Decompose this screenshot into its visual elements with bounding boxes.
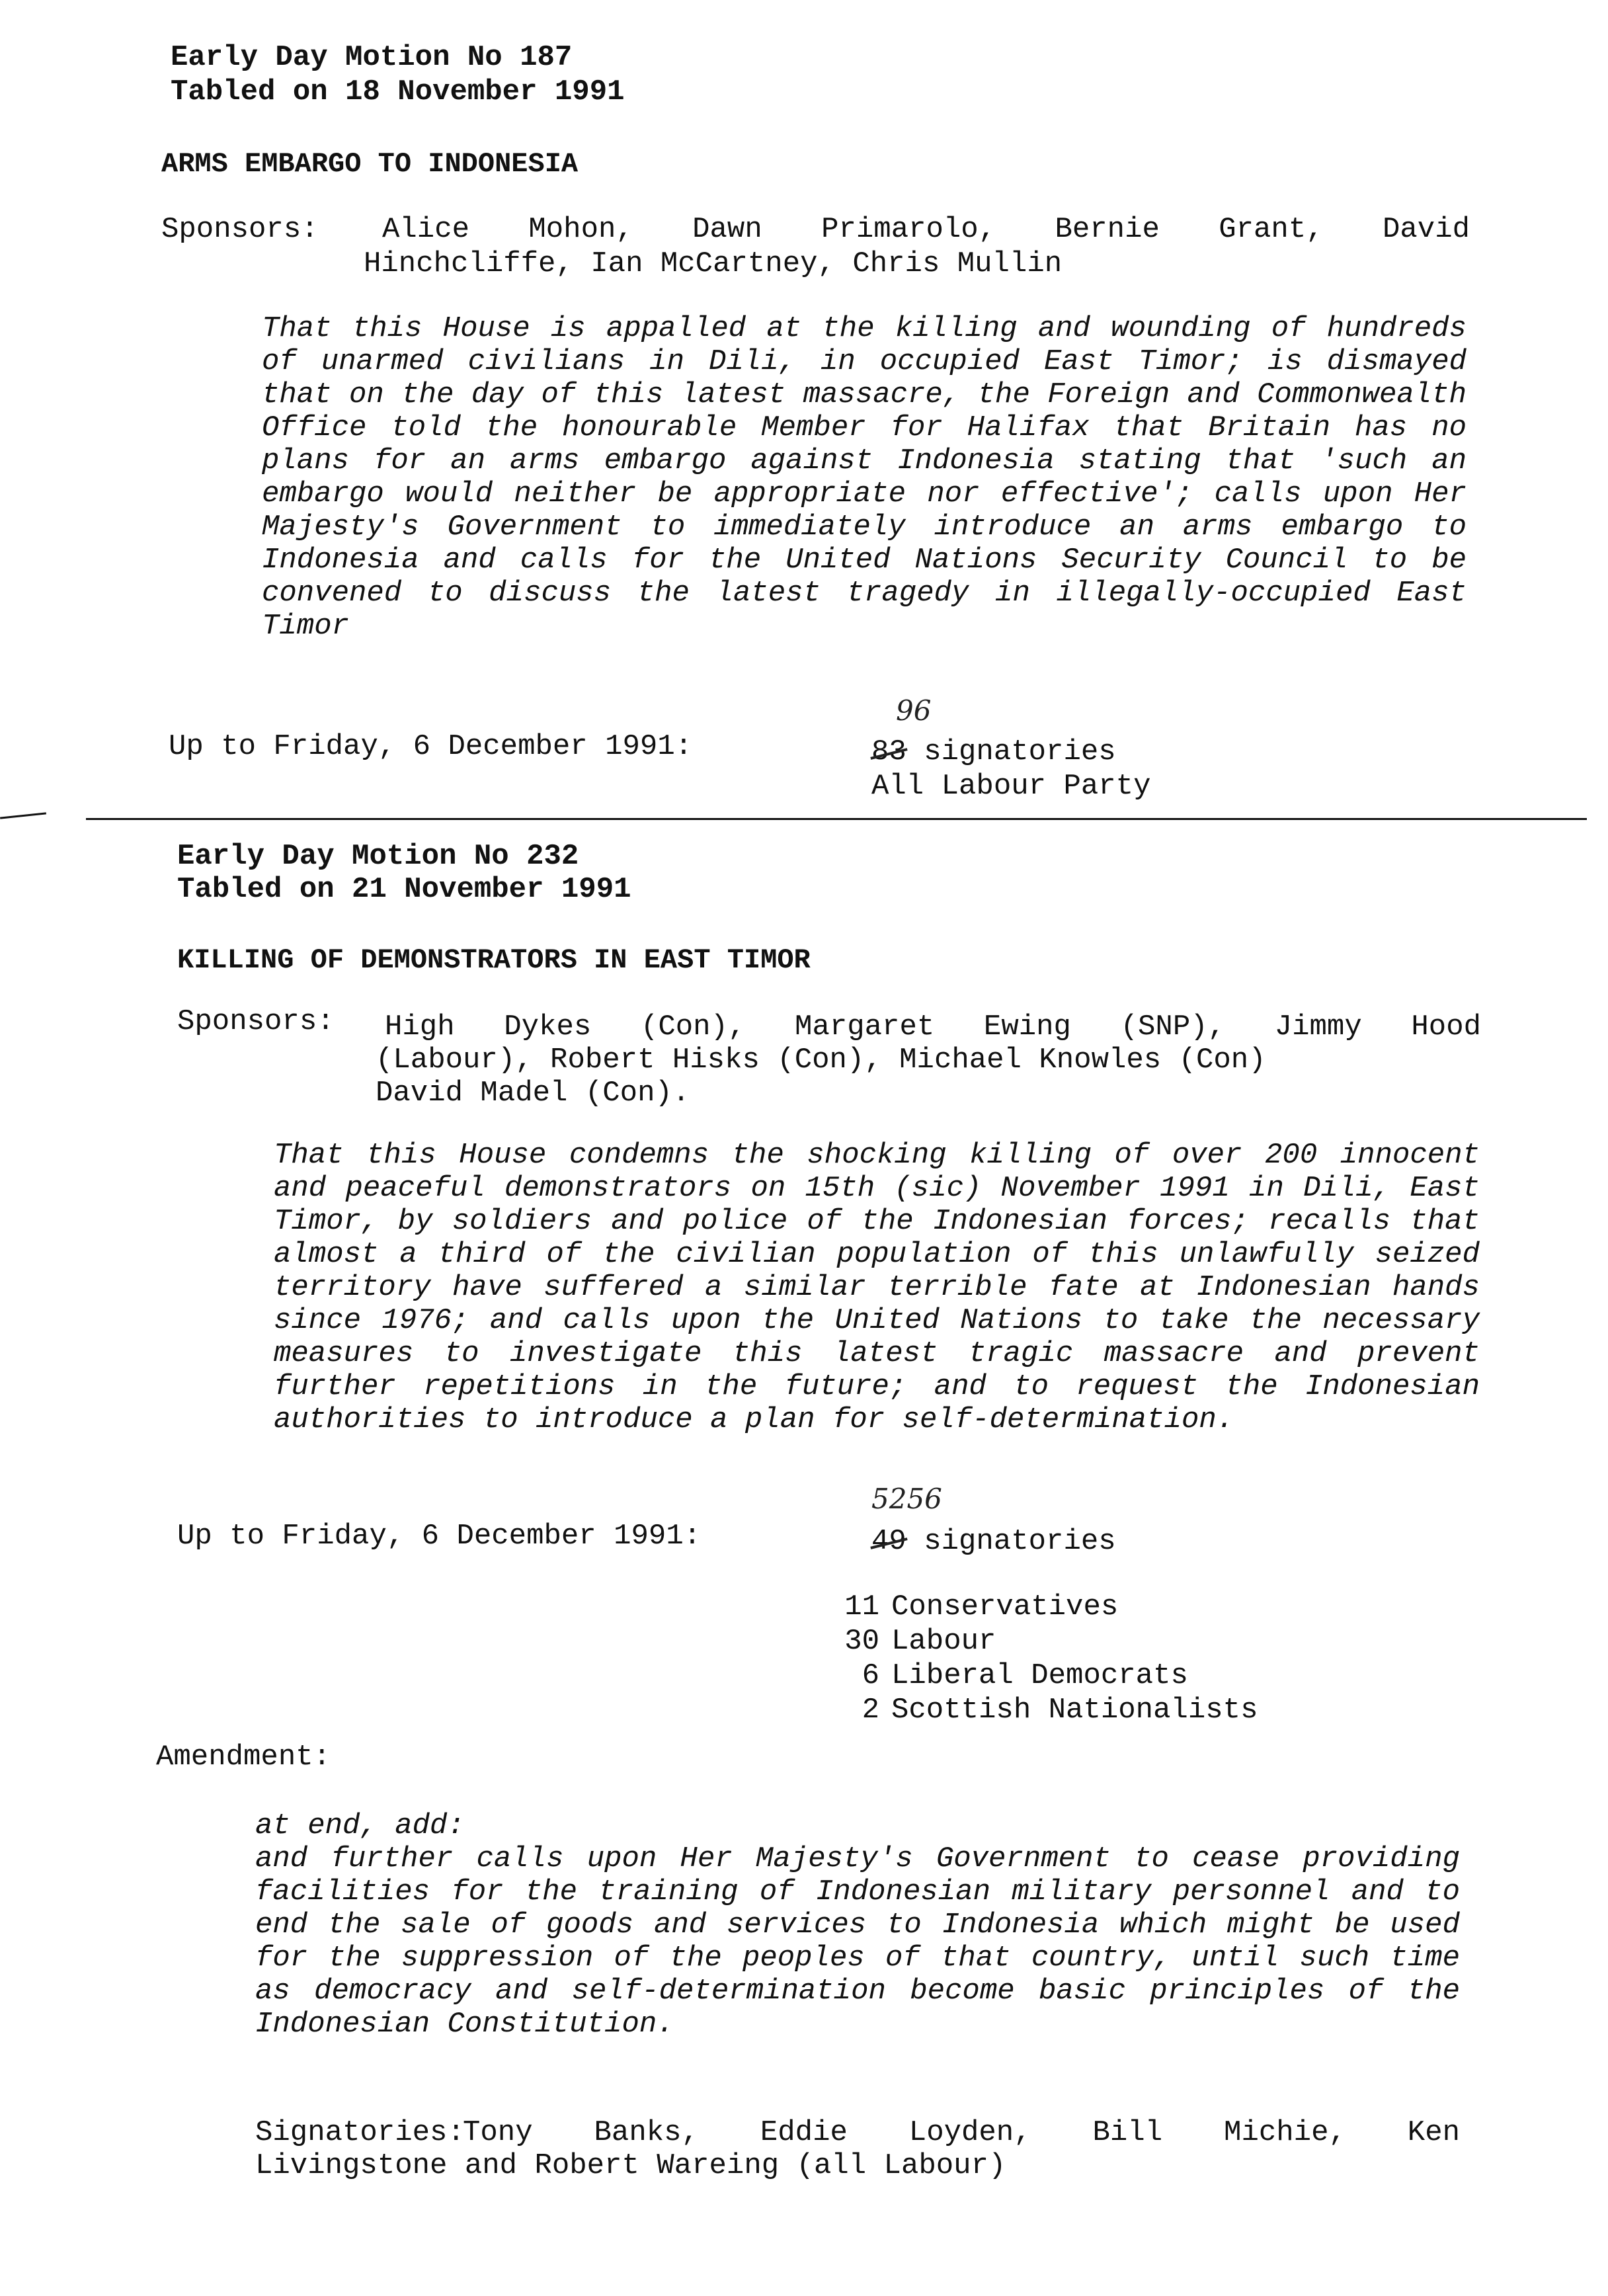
edm2-title: KILLING OF DEMONSTRATORS IN EAST TIMOR	[177, 944, 811, 976]
edm2-typed-count: 49	[871, 1525, 906, 1558]
edm1-motion-text: That this House is appalled at the killing and wounding of hundreds of unarmed civilians in Dili, in occupied East Timor; is dismayed that on the day of this latest massacre, the Foreign and Commonwealth Office told the honourable Member for Halifax that Britain has no plans for an arms embargo against Indonesia stating that 'such an embargo would neither be appropriate nor effective'; calls upon Her Majesty's Government to immediately introduce an arms embargo to Indonesia and calls for the United Nations Security Council to be convened to discuss the latest tragedy in illegally-occupied East Timor	[262, 312, 1467, 643]
edm1-title: ARMS EMBARGO TO INDONESIA	[161, 148, 579, 180]
edm2-number: Early Day Motion No 232	[177, 840, 579, 873]
edm2-sponsors-line2: (Labour), Robert Hisks (Con), Michael Knowles (Con)	[376, 1044, 1266, 1077]
amendment-intro: at end, add:	[255, 1809, 465, 1842]
edm1-number: Early Day Motion No 187	[171, 41, 573, 74]
edm2-signatories	[871, 1525, 1116, 1558]
edm1-tabled-date: Tabled on 18 November 1991	[171, 75, 625, 108]
breakdown-count: 11	[844, 1590, 879, 1623]
breakdown-party: Scottish Nationalists	[891, 1694, 1258, 1727]
edm1-date-label: Up to Friday, 6 December 1991:	[169, 730, 693, 763]
edm1-sponsors-line1: Alice Mohon, Dawn Primarolo, Bernie Grant, David	[382, 213, 1470, 246]
edm1-typed-count: 83	[871, 735, 906, 768]
breakdown-party: Liberal Democrats	[891, 1659, 1188, 1692]
edm1-signatories	[871, 735, 1116, 768]
margin-mark	[0, 812, 46, 819]
amendment-label: Amendment:	[156, 1741, 331, 1774]
breakdown-party: Conservatives	[891, 1590, 1119, 1623]
breakdown-row	[819, 1659, 1258, 1693]
edm2-handwritten-count: 5256	[871, 1483, 942, 1515]
amendment-signatories-label: Signatories:	[255, 2116, 465, 2149]
edm2-tabled-date: Tabled on 21 November 1991	[177, 873, 631, 906]
edm2-motion-text: That this House condemns the shocking killing of over 200 innocent and peaceful demonstrators on 15th (sic) November 1991 in Dili, East Timor, by soldiers and police of the Indonesian forces; recalls that almost a third of the civilian population of this unlawfully seized territory have suffered a similar terrible fate at Indonesian hands since 1976; and calls upon the United Nations to take the necessary measures to investigate this latest tragic massacre and prevent further repetitions in the future; and to request the Indonesian authorities to introduce a plan for self-determination.	[274, 1139, 1480, 1436]
edm2-sponsors-line3: David Madel (Con).	[376, 1077, 690, 1110]
amendment-signatories-line2: Livingstone and Robert Wareing (all Labour)	[255, 2149, 1006, 2182]
edm2-date-label: Up to Friday, 6 December 1991:	[177, 1520, 702, 1553]
breakdown-row	[819, 1590, 1258, 1624]
breakdown-row	[819, 1624, 1258, 1659]
edm1-sponsors-line2: Hinchcliffe, Ian McCartney, Chris Mullin	[364, 247, 1063, 280]
breakdown-count: 2	[862, 1694, 879, 1727]
breakdown-row	[819, 1693, 1258, 1727]
edm2-sponsors-label: Sponsors:	[177, 1005, 335, 1038]
edm1-party-note: All Labour Party	[871, 770, 1151, 803]
edm2-signatories-word: signatories	[924, 1525, 1116, 1558]
amendment-signatories-line1: Tony Banks, Eddie Loyden, Bill Michie, Ken	[463, 2116, 1460, 2149]
edm1-signatories-word: signatories	[924, 735, 1116, 768]
breakdown-count: 30	[844, 1625, 879, 1658]
section-divider	[86, 818, 1587, 820]
edm2-party-breakdown	[819, 1590, 1258, 1727]
edm1-sponsors-label: Sponsors:	[161, 213, 319, 246]
breakdown-count: 6	[862, 1659, 879, 1692]
amendment-text: and further calls upon Her Majesty's Government to cease providing facilities for the training of Indonesian military personnel and to end the sale of goods and services to Indonesia which might be used for the suppression of the peoples of that country, until such time as democracy and self-determination become basic principles of the Indonesian Constitution.	[255, 1842, 1460, 2041]
edm2-sponsors-line1: High Dykes (Con), Margaret Ewing (SNP), Jimmy Hood	[385, 1010, 1481, 1044]
breakdown-party: Labour	[891, 1625, 996, 1658]
edm1-handwritten-count: 96	[896, 694, 932, 727]
